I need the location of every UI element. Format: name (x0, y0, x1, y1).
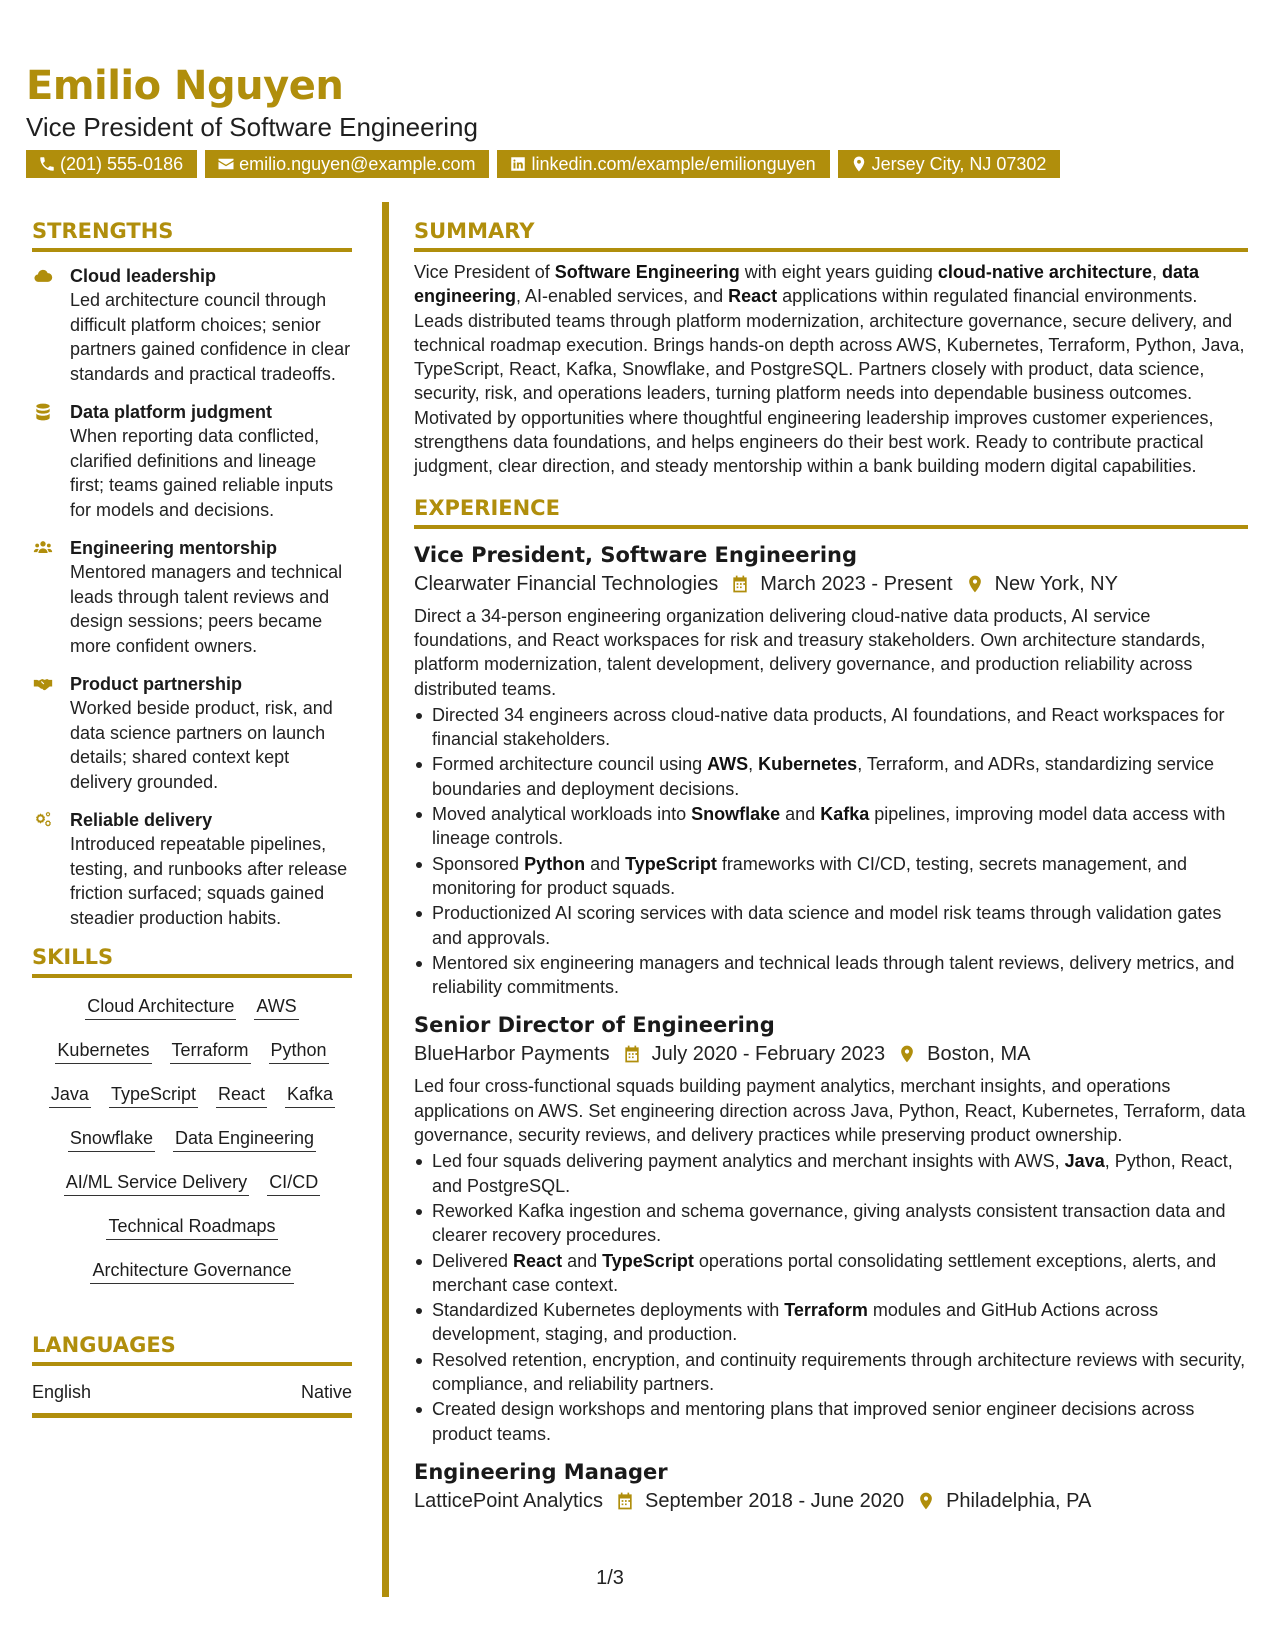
text-segment: frameworks with CI/CD, testing, secrets management, and monitoring for product squads. (432, 853, 1187, 898)
job-dates: September 2018 - June 2020 (645, 1489, 905, 1512)
contact-bar (26, 150, 1256, 178)
skill-tag: Technical Roadmaps (106, 1215, 277, 1240)
resume-header (26, 62, 1256, 178)
strength-item (32, 400, 352, 522)
strength-description: When reporting data conflicted, clarified definitions and lineage first; teams gained reliable inputs for models and decisions. (70, 426, 334, 520)
text-segment: Directed 34 engineers across cloud-native data products, AI foundations, and React workspaces for financial stakeholders. (432, 704, 1225, 750)
left-column (32, 218, 352, 1418)
skill-tag: Cloud Architecture (85, 995, 236, 1020)
text-segment: with eight years guiding (739, 262, 938, 282)
skill-tag: Terraform (170, 1039, 251, 1064)
language-name: English (32, 1382, 92, 1402)
text-segment: operations portal consolidating settlement exceptions, alerts, and merchant case context. (432, 1250, 1217, 1295)
text-segment: Standardized Kubernetes deployments with (432, 1300, 785, 1321)
strength-item (32, 536, 352, 658)
language-level: Native (300, 1382, 352, 1402)
location-pin-icon (850, 155, 868, 173)
bold-keyword: React (728, 286, 778, 307)
text-segment: and (562, 1250, 603, 1271)
text-segment: , (748, 754, 759, 775)
strength-item (32, 672, 352, 794)
strength-icon-wrap (32, 672, 70, 794)
job-bullet (414, 1249, 1248, 1298)
strength-body (70, 672, 352, 794)
text-segment: Productionized AI scoring services with data science and model risk teams through validation gates and approvals. (432, 903, 1222, 948)
text-segment: , (1151, 262, 1162, 282)
location-pin-icon (965, 574, 985, 594)
contact-text[interactable]: emilio.nguyen@example.com (239, 154, 476, 174)
candidate-name: Emilio Nguyen (26, 63, 344, 109)
strength-icon-wrap (32, 400, 70, 522)
location-pin-icon (897, 1044, 917, 1064)
strength-icon-wrap (32, 536, 70, 658)
skill-tag: Python (269, 1039, 329, 1064)
languages-heading: LANGUAGES (32, 1332, 352, 1366)
skills-heading: SKILLS (32, 944, 352, 978)
strength-description: Mentored managers and technical leads through talent reviews and design sessions; peers became more confident owners. (70, 562, 343, 656)
bold-keyword: React (513, 1250, 563, 1271)
strength-item (32, 264, 352, 386)
contact-chip[interactable] (497, 150, 829, 178)
candidate-title: Vice President of Software Engineering (26, 112, 478, 142)
job-bullet (414, 1298, 1248, 1347)
right-column (414, 218, 1248, 1515)
skill-tag: TypeScript (109, 1083, 198, 1108)
bold-keyword: Kubernetes (758, 754, 858, 775)
skills-list (32, 995, 352, 1284)
strength-item (32, 808, 352, 930)
job-summary: Led four cross-functional squads building payment analytics, merchant insights, and operations applications on AWS. Set engineering direction across Java, Python, React, Kubernetes, Terraform, data governance, security reviews, and delivery practices while preserving product ownership. (414, 1076, 1246, 1146)
bold-keyword: Kafka (820, 804, 870, 825)
job-bullet (414, 1149, 1248, 1198)
envelope-icon (217, 155, 235, 173)
job-company: LatticePoint Analytics (414, 1489, 603, 1512)
strength-description: Introduced repeatable pipelines, testing, and runbooks after release friction surfaced; squads gained steadier production habits. (70, 834, 348, 928)
job-bullet (414, 703, 1248, 752)
bold-keyword: Python (524, 853, 586, 874)
skill-tag: AI/ML Service Delivery (64, 1171, 249, 1196)
calendar-icon (622, 1044, 642, 1064)
location-pin-icon (916, 1491, 936, 1511)
language-row (32, 1366, 352, 1418)
bold-keyword: Software Engineering (554, 262, 740, 282)
text-segment: Sponsored (432, 853, 525, 874)
job-dates: July 2020 - February 2023 (651, 1043, 886, 1066)
text-segment: Created design workshops and mentoring plans that improved senior engineer decisions across product teams. (432, 1399, 1195, 1444)
strength-description: Worked beside product, risk, and data science partners on launch details; shared context kept delivery grounded. (70, 698, 333, 792)
text-segment: and (780, 804, 821, 825)
text-segment: Formed architecture council using (432, 754, 708, 775)
handshake-icon (32, 674, 54, 694)
job-location: Boston, MA (927, 1043, 1031, 1066)
column-divider (382, 202, 389, 1597)
languages-list (32, 1366, 352, 1418)
job-bullet (414, 901, 1248, 950)
strength-body (70, 808, 352, 930)
text-segment: Resolved retention, encryption, and continuity requirements through architecture reviews with security, compliance, and reliability partners. (432, 1349, 1246, 1394)
text-segment: and (585, 853, 626, 874)
job-company: Clearwater Financial Technologies (414, 572, 719, 595)
summary-heading: SUMMARY (414, 218, 1248, 252)
text-segment: , Python, React, and PostgreSQL. (432, 1151, 1233, 1196)
strength-body (70, 400, 352, 522)
job-meta (414, 1487, 1248, 1515)
job-bullet-list (414, 703, 1248, 1000)
text-segment: , Terraform, and ADRs, standardizing service boundaries and deployment decisions. (432, 754, 1215, 799)
text-segment: , AI-enabled services, and (516, 286, 729, 307)
skill-tag: React (216, 1083, 267, 1108)
strength-title: Product partnership (70, 674, 243, 694)
contact-text[interactable]: linkedin.com/example/emilionguyen (531, 154, 816, 174)
job-meta (414, 1040, 1248, 1068)
strength-body (70, 536, 352, 658)
strength-title: Cloud leadership (70, 266, 217, 286)
database-icon (32, 402, 54, 422)
phone-icon (38, 155, 56, 173)
skill-tag: Architecture Governance (90, 1259, 293, 1284)
job-title: Vice President, Software Engineering (414, 542, 858, 567)
strengths-heading: STRENGTHS (32, 218, 352, 252)
text-segment: modules and GitHub Actions across development, staging, and production. (432, 1300, 1159, 1345)
strength-description: Led architecture council through difficult platform choices; senior partners gained confidence in clear standards and practical tradeoffs. (70, 290, 351, 384)
bold-keyword: cloud-native architecture (937, 262, 1152, 282)
strength-title: Reliable delivery (70, 810, 213, 830)
bold-keyword: data engineering (414, 262, 1199, 307)
job-bullet (414, 752, 1248, 801)
bold-keyword: TypeScript (625, 853, 717, 874)
text-segment: Reworked Kafka ingestion and schema governance, giving analysts consistent transaction data and clearer recovery procedures. (432, 1200, 1226, 1246)
job-location: New York, NY (994, 572, 1118, 595)
job-bullet (414, 802, 1248, 851)
job-entry (414, 1458, 1248, 1515)
job-summary: Direct a 34-person engineering organization delivering cloud-native data products, AI service foundations, and React workspaces for risk and treasury stakeholders. Own architecture standards, platform modernization, talent development, delivery governance, and production reliability across distributed teams. (414, 605, 1206, 699)
linkedin-icon (509, 155, 527, 173)
contact-chip[interactable] (26, 150, 197, 178)
contact-chip[interactable] (838, 150, 1061, 178)
strength-icon-wrap (32, 264, 70, 386)
strength-body (70, 264, 352, 386)
bold-keyword: TypeScript (602, 1250, 694, 1271)
job-company: BlueHarbor Payments (414, 1043, 610, 1066)
bold-keyword: Java (1064, 1151, 1105, 1172)
job-bullet (414, 1199, 1248, 1248)
skill-tag: CI/CD (267, 1171, 320, 1196)
text-segment: Vice President of (414, 262, 555, 282)
skill-tag: AWS (254, 995, 298, 1020)
strength-title: Engineering mentorship (70, 538, 278, 558)
text-segment: applications within regulated financial environments. Leads distributed teams through platform modernization, architecture governance, secure delivery, and technical roadmap execution. Brings hands-on depth across AWS, Kubernetes, Terraform, Python, Java, TypeScript, React, Kafka, Snowflake, and PostgreSQL. Partners closely with product, data science, security, risk, and operations leaders, turning platform needs into dependable business outcomes. Motivated by opportunities where thoughtful engineering leadership improves customer experiences, strengthens data foundations, and helps engineers do their best work. Ready to contribute practical judgment, clear direction, and steady mentorship within a bank building modern digital capabilities. (414, 286, 1245, 477)
calendar-icon (730, 574, 750, 594)
job-location: Philadelphia, PA (946, 1489, 1092, 1512)
bold-keyword: Snowflake (691, 804, 781, 825)
skill-tag: Data Engineering (173, 1127, 316, 1152)
calendar-icon (615, 1491, 635, 1511)
experience-heading: EXPERIENCE (414, 495, 1248, 529)
job-bullet (414, 1397, 1248, 1446)
job-dates: March 2023 - Present (760, 572, 953, 595)
strength-title: Data platform judgment (70, 402, 273, 422)
job-bullet (414, 1348, 1248, 1397)
bold-keyword: Terraform (784, 1300, 868, 1321)
page-number: 1/3 (596, 1567, 624, 1589)
skill-tag: Java (49, 1083, 91, 1108)
text-segment: pipelines, improving model data access with lineage controls. (432, 804, 1226, 849)
contact-chip[interactable] (205, 150, 489, 178)
experience-list (414, 541, 1248, 1515)
job-bullet (414, 852, 1248, 901)
cloud-icon (32, 266, 54, 286)
job-title: Engineering Manager (414, 1459, 668, 1484)
contact-text[interactable]: (201) 555-0186 (60, 154, 184, 174)
job-meta (414, 570, 1248, 598)
strength-icon-wrap (32, 808, 70, 930)
skill-tag: Snowflake (68, 1127, 155, 1152)
skill-tag: Kafka (285, 1083, 335, 1108)
skill-tag: Kubernetes (55, 1039, 151, 1064)
users-icon (32, 538, 54, 558)
gears-icon (32, 810, 54, 830)
job-entry (414, 1011, 1248, 1445)
job-bullet-list (414, 1149, 1248, 1446)
text-segment: Delivered (432, 1250, 514, 1271)
job-bullet (414, 951, 1248, 1000)
bold-keyword: AWS (707, 754, 749, 775)
summary-text (414, 260, 1248, 479)
text-segment: Mentored six engineering managers and technical leads through talent reviews, delivery metrics, and reliability commitments. (432, 952, 1235, 998)
strengths-list (32, 264, 352, 930)
job-title: Senior Director of Engineering (414, 1013, 775, 1038)
contact-text[interactable]: Jersey City, NJ 07302 (871, 154, 1047, 174)
job-entry (414, 541, 1248, 1000)
text-segment: Moved analytical workloads into (432, 804, 692, 825)
text-segment: Led four squads delivering payment analytics and merchant insights with AWS, (432, 1151, 1065, 1172)
